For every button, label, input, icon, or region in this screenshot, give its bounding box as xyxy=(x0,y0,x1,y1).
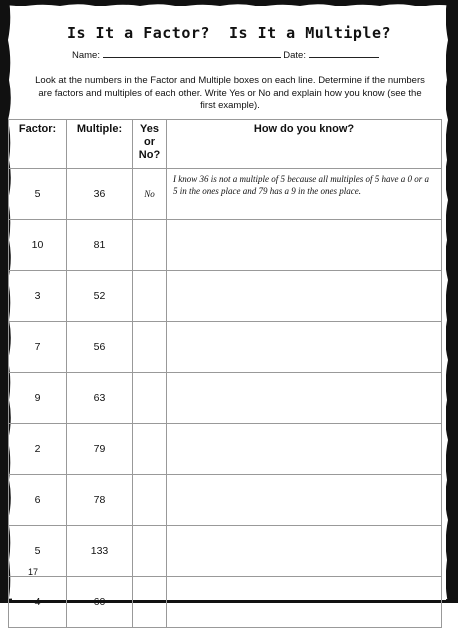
yes-no-cell[interactable] xyxy=(133,373,167,424)
table-row xyxy=(9,475,442,526)
table-row xyxy=(9,169,442,220)
explanation-cell[interactable]: I know 36 is not a multiple of 5 because all multiples of 5 have a 0 or a 5 in the ones place and 79 has a 9 in the ones place. xyxy=(167,169,442,220)
explanation-cell[interactable] xyxy=(167,271,442,322)
explanation-cell[interactable] xyxy=(167,526,442,577)
table-header-row xyxy=(9,120,442,169)
yes-no-cell[interactable] xyxy=(133,271,167,322)
factor-multiple-table xyxy=(8,119,442,628)
name-label: Name: xyxy=(72,50,100,61)
yes-no-cell[interactable]: No xyxy=(133,169,167,220)
worksheet-title: Is It a Factor? Is It a Multiple? xyxy=(66,24,392,42)
yes-no-cell[interactable] xyxy=(133,424,167,475)
name-date-row xyxy=(72,49,379,61)
table-row xyxy=(9,526,442,577)
name-field[interactable] xyxy=(103,49,281,58)
factor-cell: 3 xyxy=(9,271,67,322)
table-row xyxy=(9,424,442,475)
date-field[interactable] xyxy=(309,49,379,58)
table-row xyxy=(9,271,442,322)
yes-no-cell[interactable] xyxy=(133,220,167,271)
multiple-cell: 78 xyxy=(67,475,133,526)
yes-no-cell[interactable] xyxy=(133,526,167,577)
instructions: Look at the numbers in the Factor and Multiple boxes on each line. Determine if the numbers are factors and multiples of each other. Write Yes or No and explain how you know (see the first example). xyxy=(35,75,425,111)
factor-cell: 10 xyxy=(9,220,67,271)
explanation-cell[interactable] xyxy=(167,322,442,373)
multiple-cell: 81 xyxy=(67,220,133,271)
factor-cell: 6 xyxy=(9,475,67,526)
factor-cell: 7 xyxy=(9,322,67,373)
multiple-cell: 36 xyxy=(67,169,133,220)
explanation-cell[interactable] xyxy=(167,577,442,628)
multiple-cell: 79 xyxy=(67,424,133,475)
explanation-cell[interactable] xyxy=(167,424,442,475)
factor-cell: 5 xyxy=(9,526,67,577)
factor-cell: 2 xyxy=(9,424,67,475)
multiple-cell: 63 xyxy=(67,373,133,424)
multiple-cell: 60 xyxy=(67,577,133,628)
page-number: 17 xyxy=(28,567,39,577)
yes-no-header: Yes or No? xyxy=(133,120,167,169)
multiple-cell: 56 xyxy=(67,322,133,373)
factor-cell: 9 xyxy=(9,373,67,424)
date-label: Date: xyxy=(283,50,306,61)
factor-cell: 4 xyxy=(9,577,67,628)
table-row xyxy=(9,373,442,424)
multiple-header: Multiple: xyxy=(67,120,133,169)
how-do-you-know-header: How do you know? xyxy=(167,120,442,169)
explanation-cell[interactable] xyxy=(167,220,442,271)
table-row xyxy=(9,220,442,271)
multiple-cell: 133 xyxy=(67,526,133,577)
yes-no-cell[interactable] xyxy=(133,577,167,628)
yes-no-cell[interactable] xyxy=(133,322,167,373)
factor-cell: 5 xyxy=(9,169,67,220)
table-row xyxy=(9,577,442,628)
factor-header: Factor: xyxy=(9,120,67,169)
explanation-cell[interactable] xyxy=(167,475,442,526)
multiple-cell: 52 xyxy=(67,271,133,322)
yes-no-cell[interactable] xyxy=(133,475,167,526)
explanation-cell[interactable] xyxy=(167,373,442,424)
table-row xyxy=(9,322,442,373)
